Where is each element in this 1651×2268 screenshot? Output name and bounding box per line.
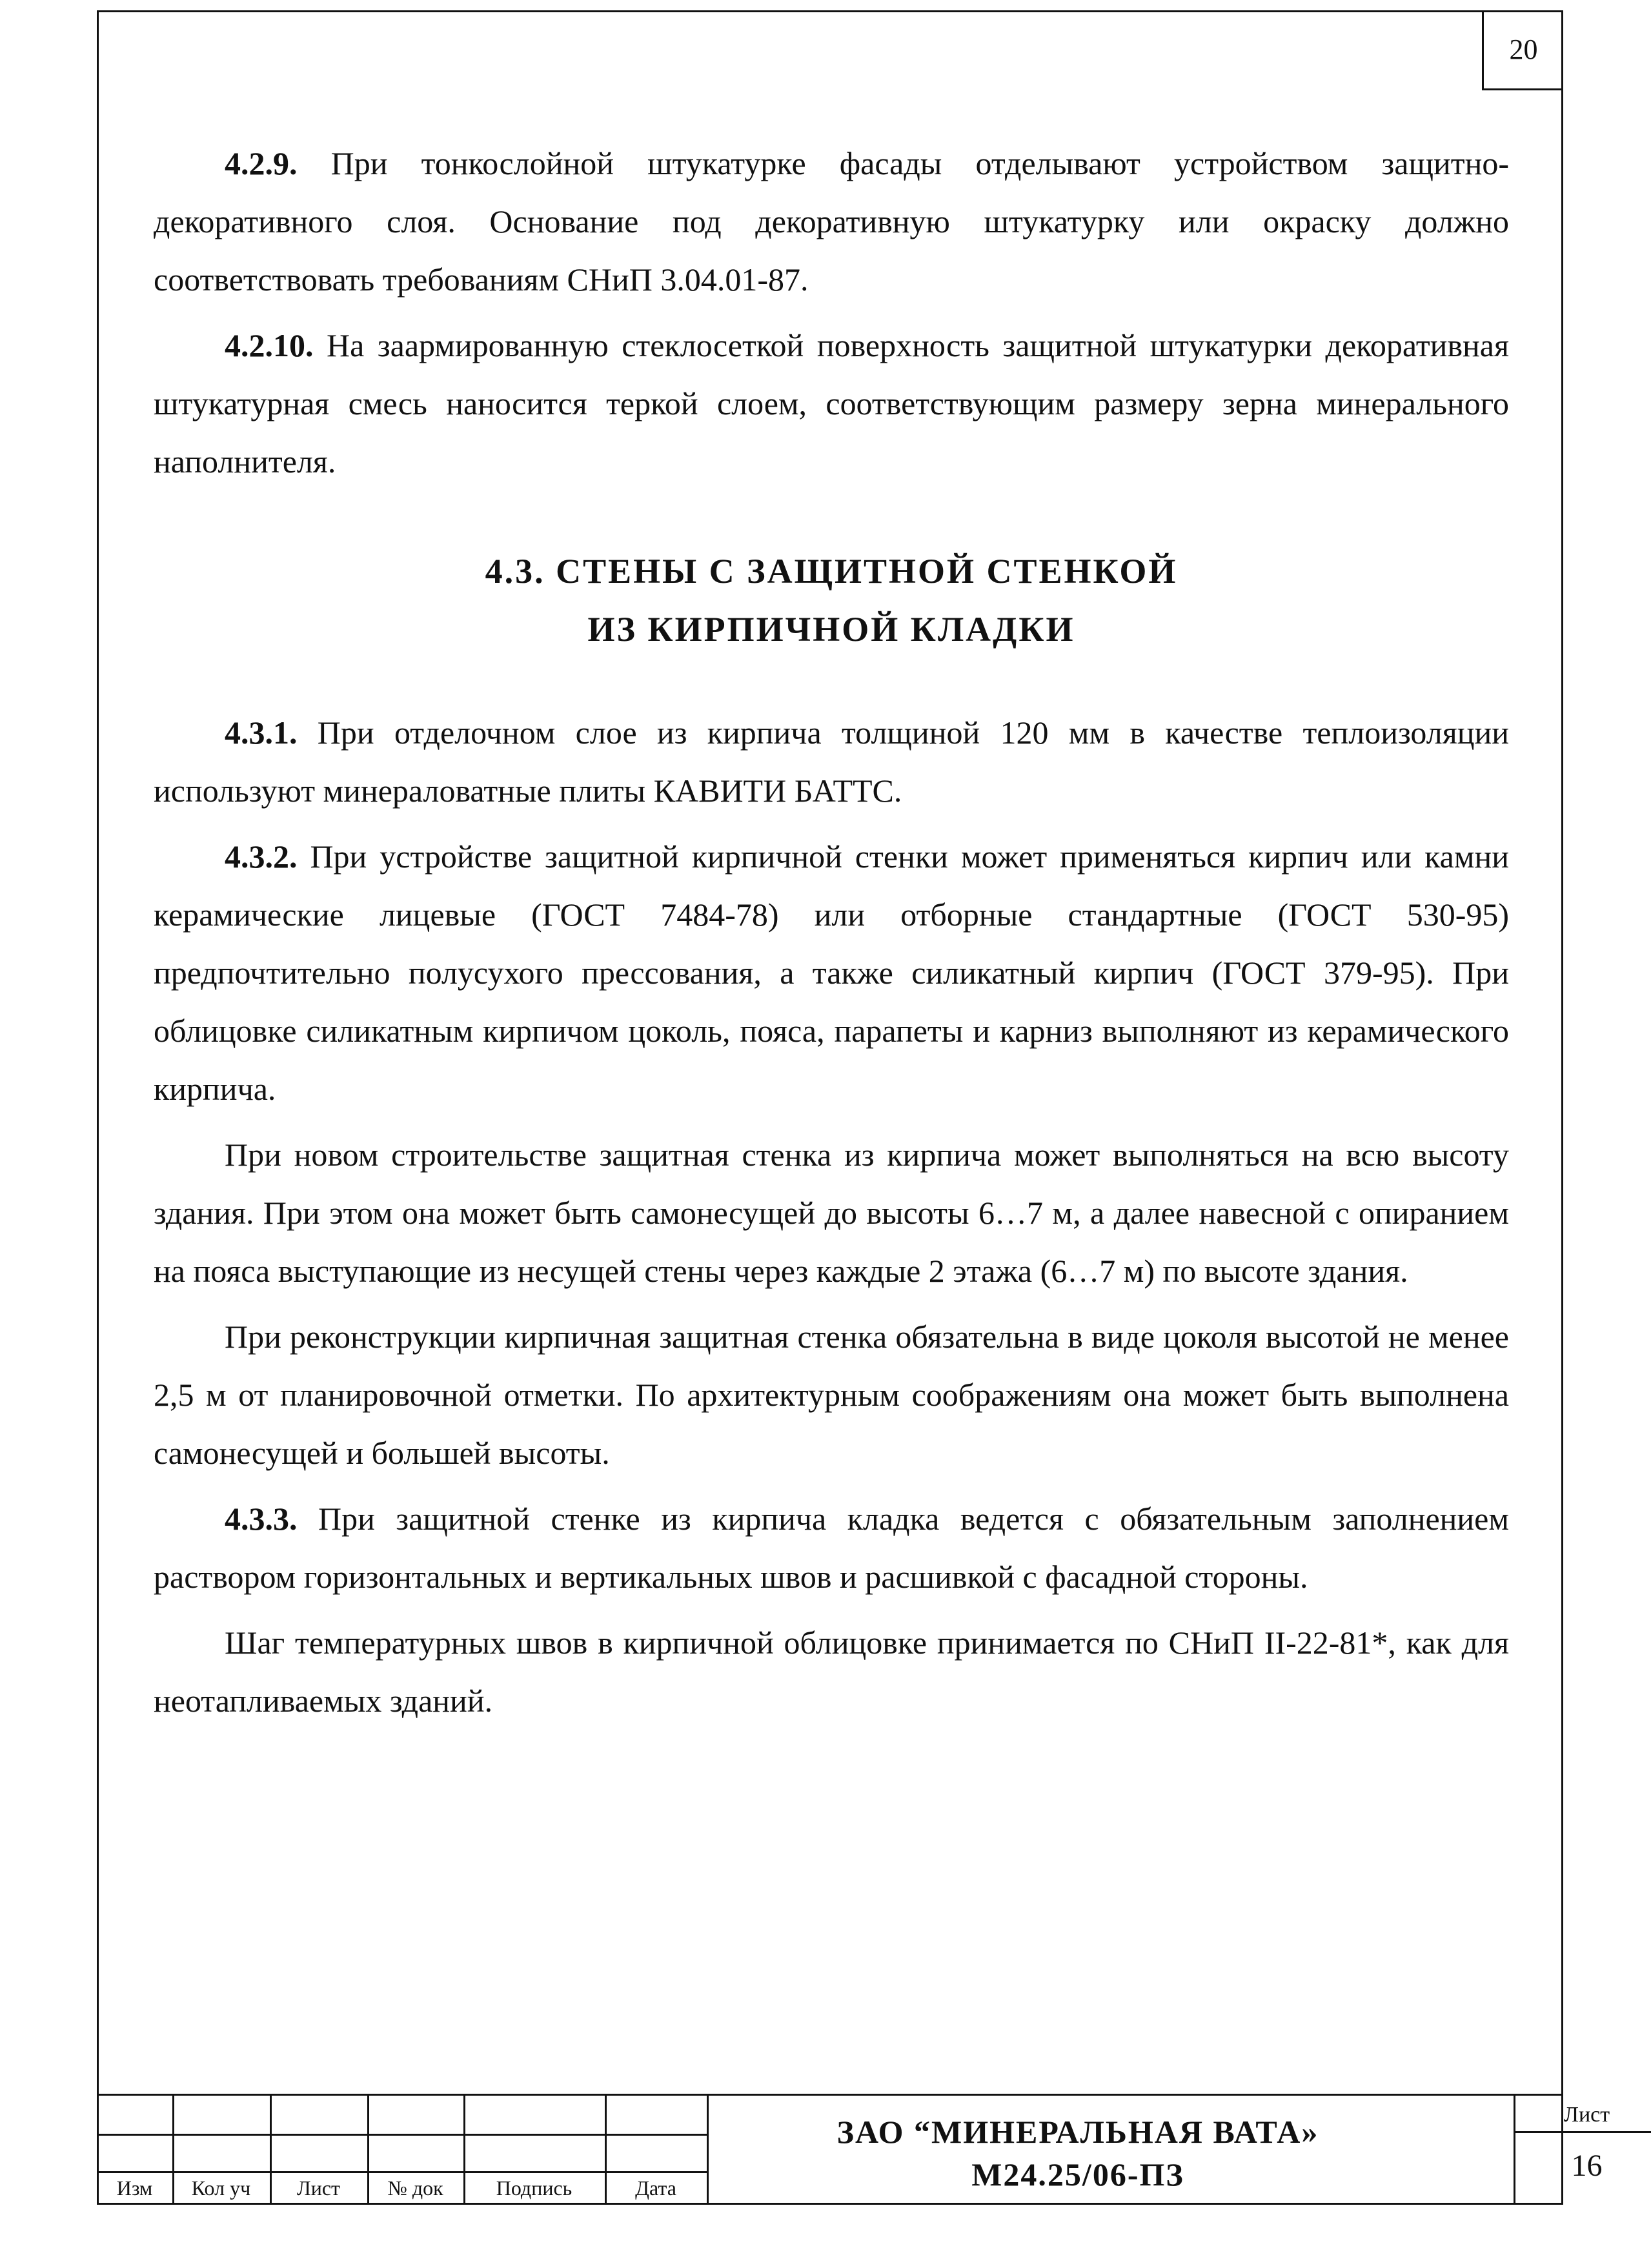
document-body [154, 134, 1509, 1737]
clause-number: 4.2.10. [225, 327, 314, 363]
paragraph-text: На заармированную стеклосеткой поверхность защитной штукатурки декоративная штукатурная смесь наносится теркой слоем, соответствующим размеру зерна минерального наполнителя. [154, 327, 1509, 480]
paragraph-expansion-joints [154, 1614, 1509, 1730]
sheet-cell-line [1514, 2131, 1651, 2133]
paragraph-4-3-2 [154, 827, 1509, 1118]
paragraph-text: Шаг температурных швов в кирпичной облицовке принимается по СНиП II-22-81*, как для неотапливаемых зданий. [154, 1625, 1509, 1719]
paragraph-reconstruction [154, 1308, 1509, 1482]
paragraph-text: При устройстве защитной кирпичной стенки может применяться кирпич или камни керамические лицевые (ГОСТ 7484-78) или отборные стандартные (ГОСТ 530-95) предпочтительно полусухого прессования, а также силикатный кирпич (ГОСТ 379-95). При облицовке силикатным кирпичом цоколь, пояса, парапеты и карниз выполняют из керамического кирпича. [154, 838, 1509, 1107]
document-code: М24.25/06-ПЗ [971, 2156, 1184, 2192]
paragraph-4-2-9 [154, 134, 1509, 309]
paragraph-text: При тонкослойной штукатурке фасады отделывают устройством защитно-декоративного слоя. Основание под декоративную штукатурку или окраску должно соответствовать требованиям СНиП 3.04.01-87. [154, 145, 1509, 298]
paragraph-text: При отделочном слое из кирпича толщиной 120 мм в качестве теплоизоляции используют минераловатные плиты КАВИТИ БАТТС. [154, 714, 1509, 809]
column-label-list: Лист [296, 2176, 340, 2200]
paragraph-text: При реконструкции кирпичная защитная стенка обязательна в виде цоколя высотой не менее 2,5 м от планировочной отметки. По архитектурным соображениям она может быть выполнена самонесущей и большей высоты. [154, 1319, 1509, 1471]
paragraph-4-2-10 [154, 316, 1509, 491]
clause-number: 4.2.9. [225, 145, 298, 181]
paragraph-text: При защитной стенке из кирпича кладка ведется с обязательным заполнением раствором горизонтальных и вертикальных швов и расшивкой с фасадной стороны. [154, 1501, 1509, 1595]
clause-number: 4.3.2. [225, 838, 298, 875]
clause-number: 4.3.1. [225, 714, 298, 751]
column-label-kol-uch: Кол уч [191, 2176, 251, 2200]
column-label-doc-number: № док [387, 2176, 443, 2200]
column-label-date: Дата [635, 2176, 676, 2200]
section-heading-line-1: 4.3. СТЕНЫ С ЗАЩИТНОЙ СТЕНКОЙ [485, 552, 1178, 591]
paragraph-4-3-3 [154, 1490, 1509, 1606]
sheet-number: 16 [1571, 2149, 1603, 2183]
page-number: 20 [1482, 10, 1563, 90]
paragraph-text: При новом строительстве защитная стенка из кирпича может выполняться на всю высоту здания. При этом она может быть самонесущей до высоты 6…7 м, а далее навесной с опиранием на пояса выступающие из несущей стены через каждые 2 этажа (6…7 м) по высоте здания. [154, 1137, 1509, 1289]
title-block-row-line [97, 2134, 707, 2136]
section-heading-line-2: ИЗ КИРПИЧНОЙ КЛАДКИ [587, 610, 1075, 649]
title-block-row-line [97, 2171, 707, 2173]
clause-number: 4.3.3. [225, 1501, 298, 1537]
company-name: ЗАО “МИНЕРАЛЬНАЯ ВАТА» [836, 2114, 1319, 2150]
section-heading [154, 542, 1509, 658]
column-label-izm: Изм [116, 2176, 153, 2200]
paragraph-new-construction [154, 1126, 1509, 1300]
title-block-top-line [97, 2094, 1563, 2096]
paragraph-4-3-1 [154, 704, 1509, 820]
title-block [97, 2094, 1610, 2205]
column-label-signature: Подпись [496, 2176, 572, 2200]
sheet-label: Лист [1563, 2103, 1610, 2127]
